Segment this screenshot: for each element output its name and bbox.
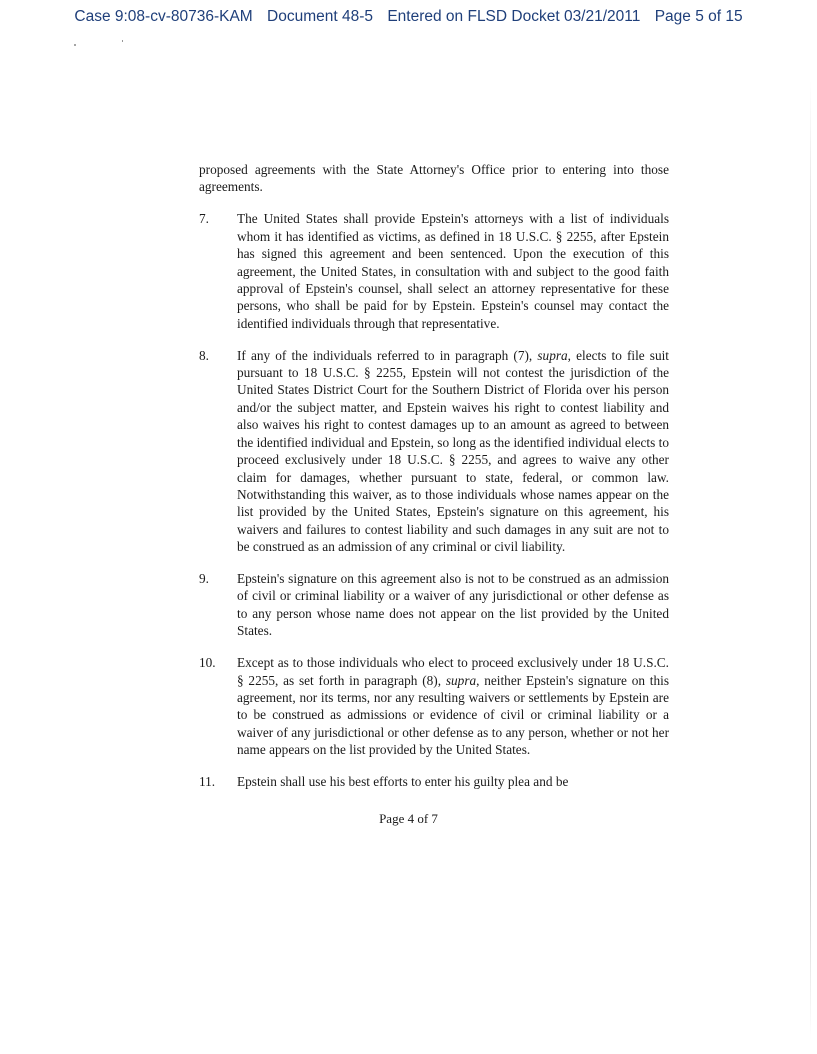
paragraph-text: Epstein's signature on this agreement also is not to be construed as an admission of civil or criminal liability or a waiver of any jurisdictional or other defense as to any person whose name does not appear on the list provided by the United States. <box>237 571 669 639</box>
paragraph-number: 11. <box>199 774 216 790</box>
paragraph-8 <box>199 347 669 556</box>
paragraph-10 <box>199 654 669 758</box>
text-segment: Except as to those individuals who elect to proceed exclusively under 18 U.S.C. § 2255, as set forth in paragraph (8), <box>237 655 669 688</box>
text-segment: , neither Epstein's signature on this agreement, nor its terms, nor any resulting waivers or settlements by Epstein are to be construed as admissions or evidence of civil or criminal liability or a waiver of any jurisdictional or other defense as to any person, whether or not her name appears on the list provided by the United States. <box>237 672 669 758</box>
document-number: Document 48-5 <box>267 8 374 25</box>
paragraph-11 <box>199 773 669 790</box>
paragraph-number: 9. <box>199 571 209 587</box>
scan-speck <box>74 44 76 46</box>
paragraph-text <box>237 347 669 556</box>
emphasis-supra: supra <box>537 347 568 363</box>
paragraph-number: 7. <box>199 211 209 227</box>
paragraph-number: 10. <box>199 655 216 671</box>
page-indicator: Page 5 of 15 <box>654 8 743 25</box>
text-segment: , elects to file suit pursuant to 18 U.S.C. § 2255, Epstein will not contest the jurisdiction of the United States District Court for the Southern District of Florida over his person and/or the subject matter, and Epstein waives his right to contest liability and also waives his right to contest damages up to an amount as agreed to between the identified individual and Epstein, so long as the identified individual elects to proceed exclusively under 18 U.S.C. § 2255, and agrees to waive any other claim for damages, whether pursuant to state, federal, or common law. Notwithstanding this waiver, as to those individuals whose names appear on the list provided by the United States, Epstein's signature on this agreement, his waivers and failures to contest liability and such damages in any suit are not to be construed as an admission of any criminal or civil liability. <box>237 347 669 555</box>
paragraph-number: 8. <box>199 347 209 363</box>
paragraph-9 <box>199 570 669 640</box>
agreement-body <box>199 161 669 791</box>
emphasis-supra: supra <box>445 672 477 688</box>
paragraph-7 <box>199 210 669 332</box>
paragraph-text: The United States shall provide Epstein's attorneys with a list of individuals whom it has identified as victims, as defined in 18 U.S.C. § 2255, after Epstein has signed this agreement and been sentenced. Upon the execution of this agreement, the United States, in consultation with and subject to the good faith approval of Epstein's counsel, shall select an attorney representative for these persons, who shall be paid for by Epstein. Epstein's counsel may contact the identified individuals through that representative. <box>237 211 669 331</box>
paragraph-text: Epstein shall use his best efforts to enter his guilty plea and be <box>237 774 569 790</box>
continuation-text: proposed agreements with the State Attorney's Office prior to entering into those agreements. <box>199 162 669 195</box>
paragraph-text <box>237 654 669 758</box>
scan-edge-line <box>810 80 811 1040</box>
entered-date: Entered on FLSD Docket 03/21/2011 <box>387 8 641 25</box>
docket-header <box>0 8 817 26</box>
page-footer: Page 4 of 7 <box>379 811 438 826</box>
case-number: Case 9:08-cv-80736-KAM <box>74 8 253 25</box>
scan-speck <box>122 40 123 42</box>
text-segment: If any of the individuals referred to in paragraph (7), <box>237 347 538 363</box>
